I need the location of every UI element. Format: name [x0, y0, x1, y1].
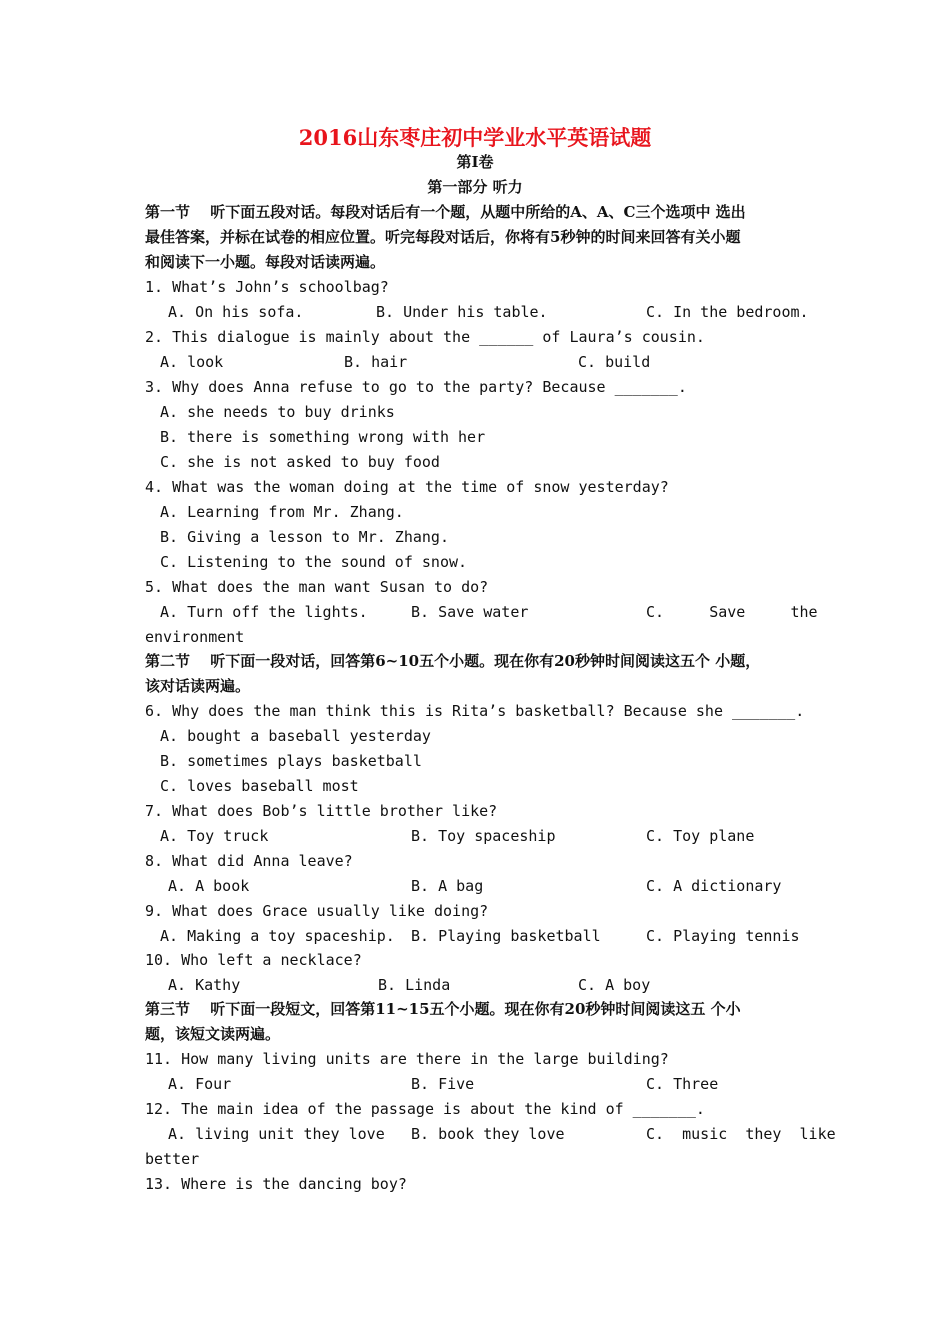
question-10-option-a: A. Kathy	[168, 976, 241, 994]
question-2-option-b: B. hair	[344, 353, 408, 371]
question-11-option-b: B. Five	[411, 1075, 475, 1093]
question-4-option-c: C. Listening to the sound of snow.	[160, 553, 468, 571]
question-6-option-c: C. loves baseball most	[160, 777, 359, 795]
question-4-stem: 4. What was the woman doing at the time of snow yesterday?	[145, 478, 669, 496]
question-8-option-b: B. A bag	[411, 877, 484, 895]
question-11-option-c: C. Three	[646, 1075, 719, 1093]
question-3-option-b: B. there is something wrong with her	[160, 428, 486, 446]
question-1-option-c: C. In the bedroom.	[646, 303, 809, 321]
question-10-stem: 10. Who left a necklace?	[145, 951, 362, 969]
section-2-line-1: 第二节 听下面一段对话，回答第6~10五个小题。现在你有20秒钟时间阅读这五个 小题，	[145, 652, 761, 670]
question-9-option-a: A. Making a toy spaceship.	[160, 927, 395, 945]
question-6-option-a: A. bought a baseball yesterday	[160, 727, 431, 745]
question-5-option-a: A. Turn off the lights.	[160, 603, 368, 621]
question-12-option-a: A. living unit they love	[168, 1125, 385, 1143]
volume-heading: 第Ⅰ卷	[456, 153, 494, 171]
question-12-stem: 12. The main idea of the passage is about the kind of _______.	[145, 1100, 705, 1118]
section-1-line-2: 最佳答案，并标在试卷的相应位置。听完每段对话后，你将有5秒钟的时间来回答有关小题	[145, 228, 741, 246]
question-13-stem: 13. Where is the dancing boy?	[145, 1175, 407, 1193]
question-9-option-c: C. Playing tennis	[646, 927, 800, 945]
question-7-option-a: A. Toy truck	[160, 827, 269, 845]
question-5-option-c-wrap: environment	[145, 628, 245, 646]
question-7-option-c: C. Toy plane	[646, 827, 755, 845]
question-5-stem: 5. What does the man want Susan to do?	[145, 578, 489, 596]
question-3-stem: 3. Why does Anna refuse to go to the party? Because _______.	[145, 378, 687, 396]
question-3-option-c: C. she is not asked to buy food	[160, 453, 440, 471]
section-1-line-1: 第一节 听下面五段对话。每段对话后有一个题，从题中所给的A、A、C三个选项中 选出	[145, 203, 746, 221]
question-4-option-a: A. Learning from Mr. Zhang.	[160, 503, 404, 521]
question-2-stem: 2. This dialogue is mainly about the ______ of Laura’s cousin.	[145, 328, 705, 346]
question-5-option-b: B. Save water	[411, 603, 529, 621]
question-6-option-b: B. sometimes plays basketball	[160, 752, 422, 770]
question-8-option-c: C. A dictionary	[646, 877, 782, 895]
section-1-line-3: 和阅读下一小题。每段对话读两遍。	[145, 253, 386, 271]
section-2-line-2: 该对话读两遍。	[145, 677, 251, 695]
question-2-option-a: A. look	[160, 353, 224, 371]
exam-title: 2016山东枣庄初中学业水平英语试题	[298, 125, 652, 150]
question-1-stem: 1. What’s John’s schoolbag?	[145, 278, 389, 296]
question-6-stem: 6. Why does the man think this is Rita’s basketball? Because she _______.	[145, 702, 805, 720]
question-10-option-c: C. A boy	[578, 976, 651, 994]
question-12-option-c-wrap: better	[145, 1150, 200, 1168]
part-heading: 第一部分 听力	[427, 178, 523, 196]
question-9-stem: 9. What does Grace usually like doing?	[145, 902, 489, 920]
question-7-option-b: B. Toy spaceship	[411, 827, 556, 845]
question-1-option-a: A. On his sofa.	[168, 303, 304, 321]
question-10-option-b: B. Linda	[378, 976, 451, 994]
question-8-stem: 8. What did Anna leave?	[145, 852, 353, 870]
section-3-line-1: 第三节 听下面一段短文，回答第11~15五个小题。现在你有20秒钟时间阅读这五 个小	[145, 1000, 741, 1018]
question-3-option-a: A. she needs to buy drinks	[160, 403, 395, 421]
question-5-option-c: C. Save the	[646, 603, 818, 621]
question-11-option-a: A. Four	[168, 1075, 232, 1093]
question-7-stem: 7. What does Bob’s little brother like?	[145, 802, 498, 820]
question-2-option-c: C. build	[578, 353, 651, 371]
question-9-option-b: B. Playing basketball	[411, 927, 601, 945]
question-11-stem: 11. How many living units are there in the large building?	[145, 1050, 669, 1068]
question-12-option-c: C. music they like	[646, 1125, 836, 1143]
question-8-option-a: A. A book	[168, 877, 250, 895]
section-3-line-2: 题，该短文读两遍。	[145, 1025, 281, 1043]
question-12-option-b: B. book they love	[411, 1125, 565, 1143]
question-1-option-b: B. Under his table.	[376, 303, 548, 321]
question-4-option-b: B. Giving a lesson to Mr. Zhang.	[160, 528, 449, 546]
